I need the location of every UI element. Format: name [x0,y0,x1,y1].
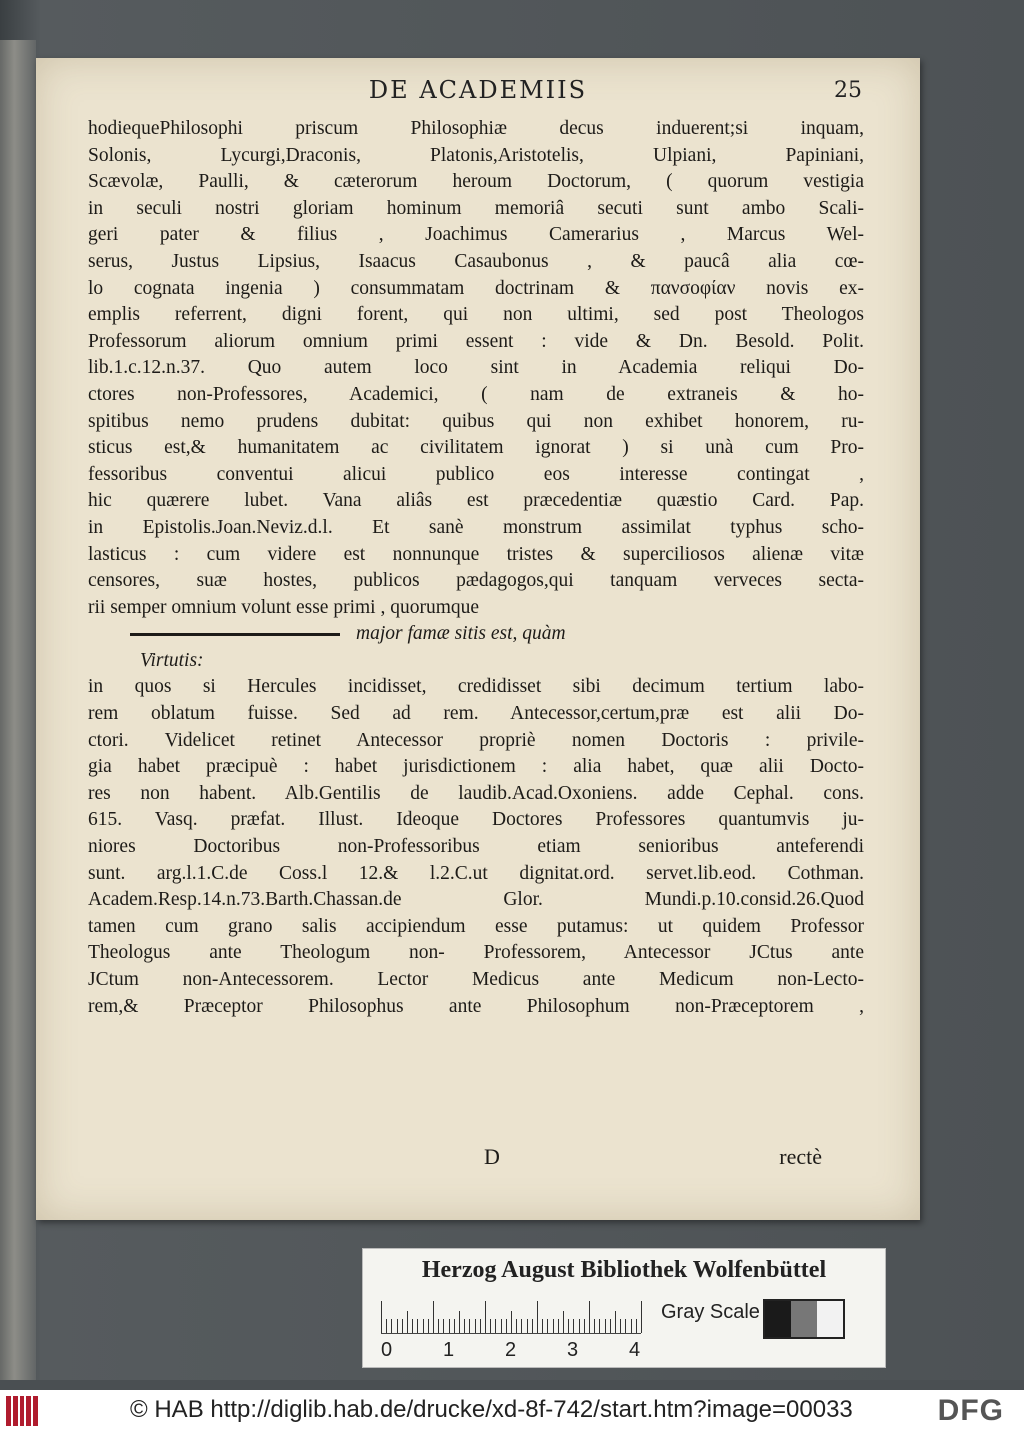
ruler-number: 4 [629,1339,641,1361]
text-line: in Epistolis.Joan.Neviz.d.l. Et sanè monstrum assimilat typhus scho- [88,516,864,538]
ruler-tick [532,1319,533,1333]
ruler-tick [402,1319,403,1333]
ruler-tick [605,1319,606,1333]
ruler-tick [563,1311,564,1333]
ruler-tick [443,1319,444,1333]
body-text [88,116,864,1020]
ruler-tick [428,1319,429,1333]
ruler-tick [423,1319,424,1333]
footer-url[interactable]: © HAB http://diglib.hab.de/drucke/xd-8f-742/start.htm?image=00033 [130,1396,853,1423]
text-line: spitibus nemo prudens dubitat: quibus qui non exhibet honorem, ru- [88,410,864,432]
text-line: geri pater & filius , Joachimus Camerarius , Marcus Wel- [88,224,864,246]
ruler-tick [490,1319,491,1333]
ruler-tick [449,1319,450,1333]
text-line: ctores non-Professores, Academici, ( nam de extraneis & ho- [88,383,864,405]
ruler-tick [485,1301,486,1333]
quote-dash [130,633,340,636]
library-color-label [362,1248,886,1368]
ruler-tick [464,1319,465,1333]
text-line: gia habet præcipuè : habet jurisdictionem : alia habet, quæ alii Docto- [88,756,864,778]
ruler-tick [495,1319,496,1333]
book-page [36,58,920,1220]
ruler-tick [599,1319,600,1333]
ruler-tick [636,1319,637,1333]
text-line: lo cognata ingenia ) consummatam doctrinam & πανσοφίαν novis ex- [88,277,864,299]
ruler-tick [573,1319,574,1333]
signature-mark: D [484,1144,500,1169]
ruler-tick [412,1319,413,1333]
ruler-tick [579,1319,580,1333]
gray-scale-label: Gray Scale [661,1301,760,1323]
text-line: tamen cum grano salis accipiendum esse putamus: ut quidem Professor [88,915,864,937]
text-line: lib.1.c.12.n.37. Quo autem loco sint in Academia reliqui Do- [88,357,864,379]
ruler-tick [417,1319,418,1333]
text-line: Scævolæ, Paulli, & cæterorum heroum Doctorum, ( quorum vestigia [88,171,864,193]
running-head: DE ACADEMIIS [368,76,588,104]
ruler-tick [407,1311,408,1333]
ruler [381,1299,641,1334]
text-line: ctori. Videlicet retinet Antecessor propriè nomen Doctoris : privile- [88,729,864,751]
ruler-tick [459,1311,460,1333]
ruler-tick [511,1311,512,1333]
quote-text: major famæ sitis est, quàm [356,623,566,645]
text-line: censores, suæ hostes, publicos pædagogos,qui tanquam verveces secta- [88,570,864,592]
ruler-tick [480,1319,481,1333]
ruler-numbers [381,1339,651,1361]
ruler-tick [527,1319,528,1333]
text-line: emplis referrent, digni forent, qui non ultimi, sed post Theologos [88,304,864,326]
text-line: JCtum non-Antecessorem. Lector Medicus ante Medicum non-Lecto- [88,969,864,990]
ruler-tick [594,1319,595,1333]
text-line: 615. Vasq. præfat. Illust. Ideoque Doctores Professores quantumvis ju- [88,809,864,831]
catchword: rectè [779,1144,822,1169]
text-line: in seculi nostri gloriam hominum memoriâ secuti sunt ambo Scali- [88,197,864,219]
ruler-tick [381,1301,382,1333]
ruler-tick [568,1319,569,1333]
gray-patch-black [765,1301,791,1337]
adjacent-page-edge [0,40,36,1380]
ruler-tick [501,1319,502,1333]
ruler-tick [506,1319,507,1333]
text-line: lasticus : cum videre est nonnunque tristes & superciliosos alienæ vitæ [88,543,864,565]
text-line: hic quærere lubet. Vana aliâs est præcedentiæ quæstio Card. Pap. [88,490,864,512]
ruler-number: 0 [381,1339,393,1361]
ruler-number: 3 [567,1339,579,1361]
ruler-number: 1 [443,1339,455,1361]
ruler-tick [516,1319,517,1333]
ruler-tick [553,1319,554,1333]
quote-line [88,621,864,648]
ruler-tick [625,1319,626,1333]
gray-scale-swatch [763,1299,845,1339]
text-line: in quos si Hercules incidisset, credidisset sibi decimum tertium labo- [88,676,864,698]
ruler-tick [584,1319,585,1333]
ruler-tick [542,1319,543,1333]
text-line: Solonis, Lycurgi,Draconis, Platonis,Aristotelis, Ulpiani, Papiniani, [88,144,864,166]
ruler-tick [610,1319,611,1333]
text-line: sunt. arg.l.1.C.de Coss.l 12.& l.2.C.ut dignitat.ord. servet.lib.eod. Cothman. [88,862,864,884]
page-number: 25 [834,78,862,103]
ruler-tick [469,1319,470,1333]
text-line: Theologus ante Theologum non- Professorem, Antecessor JCtus ante [88,942,864,964]
text-line: Professorum aliorum omnium primi essent : vide & Dn. Besold. Polit. [88,330,864,352]
ruler-tick [547,1319,548,1333]
text-line: rem,& Præceptor Philosophus ante Philosophum non-Præceptorem , [88,995,864,1017]
text-line: res non habent. Alb.Gentilis de laudib.Acad.Oxoniens. adde Cephal. cons. [88,782,864,804]
text-line: rii semper omnium volunt esse primi , quorumque [88,596,480,618]
ruler-tick [589,1301,590,1333]
hab-logo-icon [6,1396,38,1426]
dfg-logo: DFG [937,1394,1004,1427]
ruler-tick [397,1319,398,1333]
text-line: rem oblatum fuisse. Sed ad rem. Antecessor,certum,præ est alii Do- [88,703,864,725]
gray-patch-mid [791,1301,817,1337]
ruler-tick [386,1319,387,1333]
ruler-number: 2 [505,1339,517,1361]
library-name: Herzog August Bibliothek Wolfenbüttel [421,1257,827,1283]
text-line: fessoribus conventui alicui publico eos interesse contingat , [88,463,864,485]
text-line: niores Doctoribus non-Professoribus etiam senioribus anteferendi [88,836,864,858]
quote-line-2 [88,648,864,675]
ruler-tick [391,1319,392,1333]
ruler-tick [454,1319,455,1333]
ruler-tick [631,1319,632,1333]
text-line: Academ.Resp.14.n.73.Barth.Chassan.de Glor. Mundi.p.10.consid.26.Quod [88,889,864,911]
ruler-tick [641,1301,642,1333]
ruler-tick [475,1319,476,1333]
ruler-tick [615,1311,616,1333]
quote-text-2: Virtutis: [140,649,204,671]
footer-bar [0,1390,1024,1432]
text-line: hodiequePhilosophi priscum Philosophiæ decus induerent;si inquam, [88,118,864,139]
ruler-tick [433,1301,434,1333]
ruler-tick [558,1319,559,1333]
ruler-tick [537,1301,538,1333]
text-line: sticus est,& humanitatem ac civilitatem ignorat ) si unà cum Pro- [88,437,864,459]
text-line: serus, Justus Lipsius, Isaacus Casaubonus , & paucâ alia cœ- [88,250,864,272]
ruler-tick [620,1319,621,1333]
ruler-tick [521,1319,522,1333]
gray-patch-white [817,1301,843,1337]
ruler-tick [438,1319,439,1333]
